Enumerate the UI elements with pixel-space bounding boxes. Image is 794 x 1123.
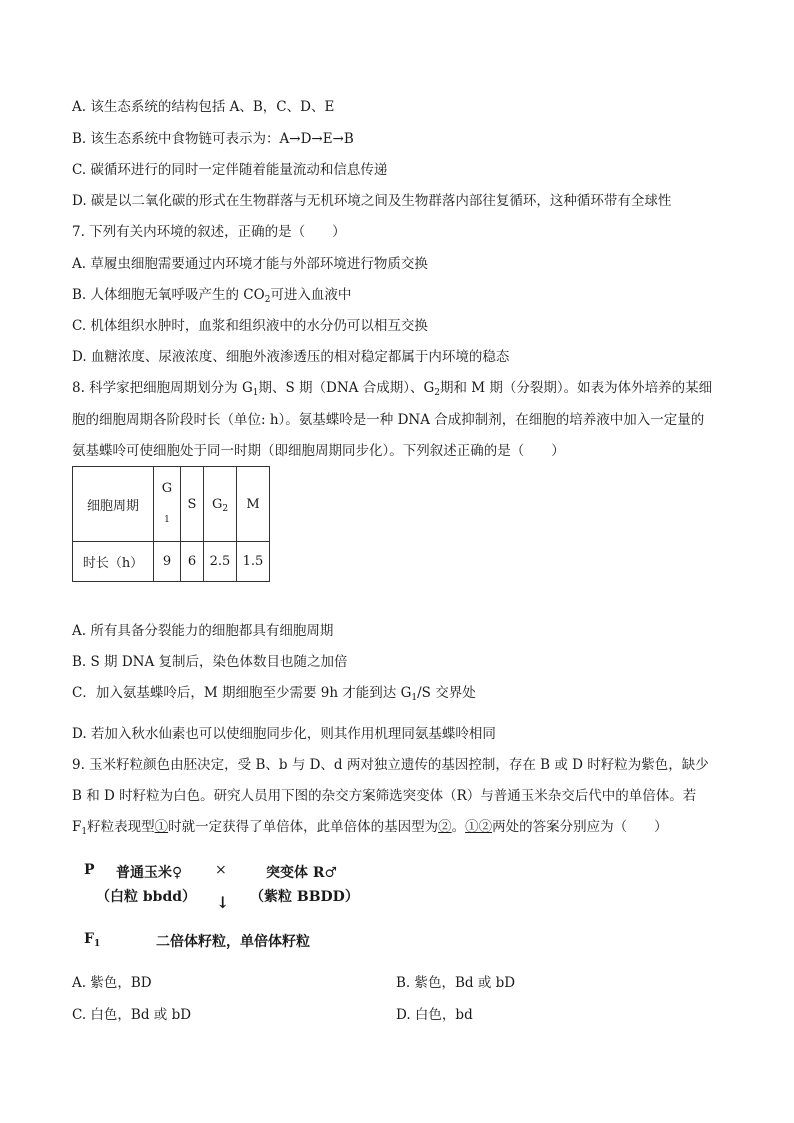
table-header-g2-sub: 2 — [222, 503, 229, 514]
q9-option-b: B. 紫色，Bd 或 bD — [396, 975, 516, 991]
q9-blanks-ref: ①② — [465, 819, 493, 835]
q9-stem-3a: 籽粒表现型 — [87, 819, 155, 835]
q7-option-d: D. 血糖浓度、尿液浓度、细胞外液渗透压的相对稳定都属于内环境的稳态 — [72, 349, 510, 365]
q7-option-b-sub: 2 — [264, 295, 271, 305]
q6-option-b: B. 该生态系统中食物链可表示为：A→D→E→B — [72, 131, 354, 147]
q8-stem-line3: 氨基蝶呤可使细胞处于同一时期（即细胞周期同步化）。下列叙述正确的是（ ） — [72, 443, 565, 459]
table-cell-s: 6 — [181, 542, 204, 582]
table-row — [73, 542, 270, 582]
table-cell-g2: 2.5 — [204, 542, 237, 582]
cross-f1-offspring: 二倍体籽粒，单倍体籽粒 — [156, 934, 310, 950]
cross-symbol: × — [215, 862, 227, 878]
cross-male-parent: 突变体 R♂ — [266, 865, 338, 881]
q7-option-a: A. 草履虫细胞需要通过内环境才能与外部环境进行物质交换 — [72, 256, 428, 272]
cell-cycle-table — [72, 466, 270, 582]
q8-stem-1b: 期、S 期（DNA 合成期）、G — [258, 380, 435, 396]
q9-option-c: C. 白色，Bd 或 bD — [72, 1007, 192, 1023]
table-header-g1 — [154, 467, 181, 542]
q9-stem-line3 — [72, 817, 668, 837]
table-header-g1-sub: 1 — [164, 514, 170, 525]
q8-option-c-pre: C．加入氨基蝶呤后，M 期细胞至少需要 9h 才能到达 G — [72, 685, 412, 701]
q6-option-a: A. 该生态系统的结构包括 A、B，C、D、E — [72, 99, 335, 115]
cross-female-phenotype: （白粒 bbdd） — [96, 889, 197, 905]
q8-stem-line1 — [72, 378, 712, 398]
q8-option-a: A. 所有具备分裂能力的细胞都具有细胞周期 — [72, 623, 334, 639]
table-header-row — [73, 467, 270, 542]
q8-stem-sub1: 1 — [252, 388, 259, 398]
q7-option-c: C. 机体组织水肿时，血浆和组织液中的水分仍可以相互交换 — [72, 318, 428, 334]
cross-p-label: P — [84, 862, 95, 878]
cross-f1-label — [84, 931, 100, 947]
table-cell-g1: 9 — [154, 542, 181, 582]
table-header-m: M — [237, 467, 270, 542]
q7-stem: 7. 下列有关内环境的叙述，正确的是（ ） — [72, 224, 346, 240]
q8-option-d: D. 若加入秋水仙素也可以使细胞同步化，则其作用机理同氨基蝶呤相同 — [72, 726, 496, 742]
table-header-cell-cycle: 细胞周期 — [73, 467, 154, 542]
q9-stem-line2: B 和 D 时籽粒为白色。研究人员用下图的杂交方案筛选突变体（R）与普通玉米杂交后代中的单倍体。若 — [72, 788, 697, 804]
q8-option-b: B. S 期 DNA 复制后，染色体数目也随之加倍 — [72, 654, 348, 670]
cross-f1-sub: 1 — [93, 939, 101, 949]
cross-down-arrow-icon: ↓ — [216, 893, 230, 912]
q8-stem-sub2: 2 — [434, 388, 440, 398]
q9-blank-2: ② — [438, 819, 452, 835]
q9-stem-3d: 两处的答案分别应为（ ） — [492, 819, 668, 835]
q7-option-b-pre: B. 人体细胞无氧呼吸产生的 CO — [72, 287, 265, 303]
q8-option-c-post: /S 交界处 — [417, 685, 476, 701]
table-cell-duration-label: 时长（h） — [73, 542, 154, 582]
cross-f1-letter: F — [84, 931, 94, 947]
q8-stem-line2: 胞的细胞周期各阶段时长（单位: h）。氨基蝶呤是一种 DNA 合成抑制剂，在细胞的培养液中加入一定量的 — [72, 412, 705, 428]
table-cell-m: 1.5 — [237, 542, 270, 582]
table-header-s: S — [181, 467, 204, 542]
q9-stem-3c: 。 — [451, 819, 466, 835]
q9-stem-line1: 9. 玉米籽粒颜色由胚决定，受 B、b 与 D、d 两对独立遗传的基因控制，存在 B 或 D 时籽粒为紫色，缺少 — [72, 757, 709, 773]
q9-option-d: D. 白色，bd — [396, 1007, 473, 1023]
q8-stem-1a: 8. 科学家把细胞周期划分为 G — [72, 380, 253, 396]
q7-option-b-post: 可进入血液中 — [270, 287, 352, 303]
q9-stem-f: F — [72, 819, 82, 835]
q9-option-a: A. 紫色，BD — [72, 975, 152, 991]
q7-option-b — [72, 285, 351, 305]
cross-female-parent: 普通玉米♀ — [116, 865, 183, 881]
q8-option-c — [72, 683, 476, 703]
cross-male-phenotype: （紫粒 BBDD） — [250, 889, 359, 905]
q6-option-d: D. 碳是以二氧化碳的形式在生物群落与无机环境之间及生物群落内部往复循环，这种循环带有全球性 — [72, 193, 672, 209]
q9-blank-1: ① — [154, 819, 169, 835]
table-header-g1-letter: G — [161, 480, 173, 496]
q8-stem-1c: 期和 M 期（分裂期）。如表为体外培养的某细 — [439, 380, 713, 396]
q9-stem-3b: 时就一定获得了单倍体，此单倍体的基因型为 — [168, 819, 439, 835]
q9-stem-f-sub: 1 — [81, 827, 88, 837]
q8-option-c-sub: 1 — [411, 693, 418, 703]
table-header-g2-letter: G — [211, 496, 223, 512]
q6-option-c: C. 碳循环进行的同时一定伴随着能量流动和信息传递 — [72, 162, 388, 178]
table-header-g2 — [204, 467, 237, 542]
